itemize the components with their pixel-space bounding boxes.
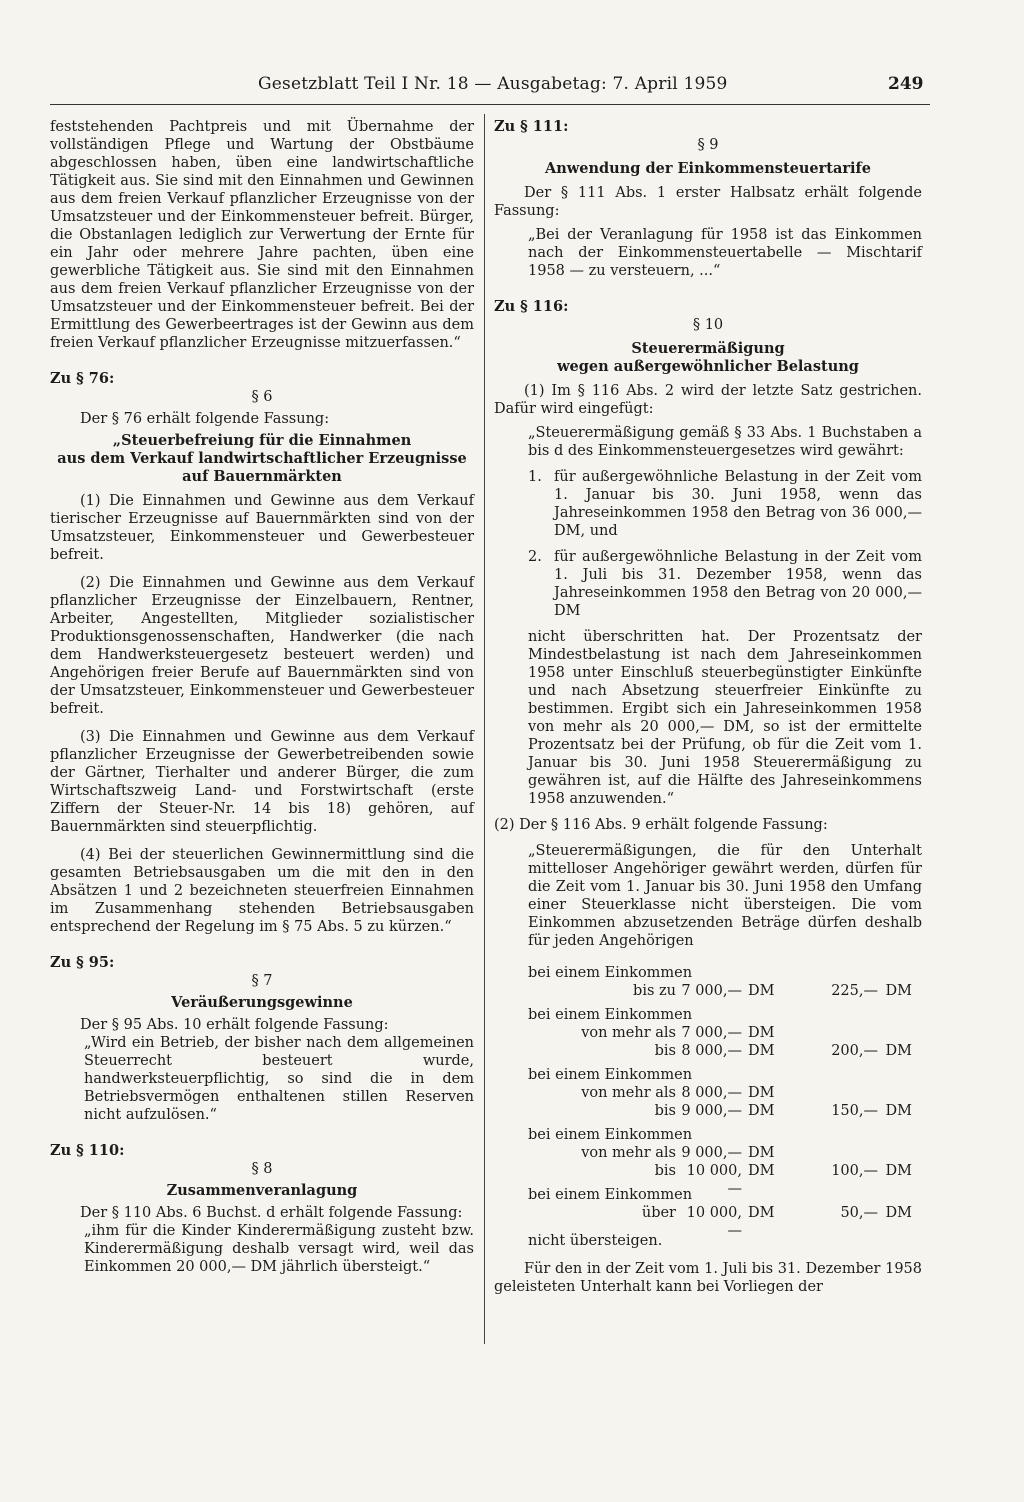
section-8-quote: „ihm für die Kinder Kinderermäßigung zusteht bzw. Kinderermäßigung deshalb versagt wird, weil das Einkommen 20 000,— DM jährlich übersteigt.“ [84,1223,474,1275]
table-row: bis 8 000,— DM 200,— DM [654,1043,912,1059]
section-9-heading: Anwendung der Einkommensteuertarife [545,160,871,177]
section-10-heading-line2: wegen außergewöhnlicher Belastung [557,358,859,375]
section-ref-110: Zu § 110: [50,1142,125,1159]
section-ref-76: Zu § 76: [50,370,115,387]
section-10-number: § 10 [692,317,724,333]
income-table [528,964,922,1239]
right-column [494,118,922,1296]
section-7-number: § 7 [251,973,273,989]
section-6-number: § 6 [251,389,273,405]
section-6-para-3: (3) Die Einnahmen und Gewinne aus dem Verkauf pflanzlicher Erzeugnisse der Gewerbetreibenden sowie der Gärtner, Tierhalter und anderer Bürger, die zum Wirtschaftszweig Land- und Forstwirtschaft (erste Ziffern der Steuer-Nr. 14 bis 18) gehören, auf Bauernmärkten sind steuerpflichtig. [50,729,474,835]
section-6-intro: Der § 76 erhält folgende Fassung: [80,411,330,427]
section-10-last-para: Für den in der Zeit vom 1. Juli bis 31. Dezember 1958 geleisteten Unterhalt kann bei Vorliegen der [494,1261,922,1295]
section-10-para-2: (2) Der § 116 Abs. 9 erhält folgende Fassung: [494,817,828,833]
list-number: 2. [528,549,542,565]
section-8-heading: Zusammenveranlagung [166,1182,358,1199]
section-6-heading-line2: aus dem Verkauf landwirtschaftlicher Erzeugnisse [57,450,467,467]
section-10-heading-line1: Steuerermäßigung [631,340,785,357]
list-text: für außergewöhnliche Belastung in der Zeit vom 1. Januar bis 30. Juni 1958, wenn das Jahreseinkommen 1958 den Betrag von 36 000,— DM, und [554,469,922,539]
section-10-para-1: (1) Im § 116 Abs. 2 wird der letzte Satz gestrichen. Dafür wird eingefügt: [494,383,922,417]
table-row: über 10 000,— DM 50,— DM [641,1205,912,1239]
list-text: für außergewöhnliche Belastung in der Zeit vom 1. Juli bis 31. Dezember 1958, wenn das Jahreseinkommen 1958 den Betrag von 20 000,— DM [554,549,922,619]
table-row: von mehr als 7 000,— DM [581,1025,775,1041]
section-10-table-end: nicht übersteigen. [528,1233,663,1249]
section-6-heading-line3: auf Bauernmärkten [182,468,342,485]
section-10-quote-2: nicht überschritten hat. Der Prozentsatz der Mindestbelastung ist nach dem Jahreseinkommen 1958 unter Einschluß steuerbegünstigter Einkünfte und nach Absetzung steuerfreier Einkünfte zu bestimmen. Ergibt sich ein Jahreseinkommen 1958 von mehr als 20 000,— DM, so ist der ermittelte Prozentsatz bei der Prüfung, ob für die Zeit vom 1. Januar bis 30. Juni 1958 Steuerermäßigung zu gewähren ist, auf die Hälfte des Jahreseinkommens 1958 anzuwenden.“ [528,629,922,807]
section-7-intro: Der § 95 Abs. 10 erhält folgende Fassung: [80,1017,389,1033]
section-6-para-4: (4) Bei der steuerlichen Gewinnermittlung sind die gesamten Betriebsausgaben um die mit den in den Absätzen 1 und 2 bezeichneten steuerfreien Einnahmen im Zusammenhang stehenden Betriebsausgaben entsprechend der Regelung im § 75 Abs. 5 zu kürzen.“ [50,847,474,935]
income-label: bei einem Einkommen [528,1007,693,1023]
income-label: bei einem Einkommen [528,1187,693,1203]
section-7-quote: „Wird ein Betrieb, der bisher nach dem allgemeinen Steuerrecht besteuert wurde, handwerksteuerpflichtig, so sind die in dem Betriebsvermögen enthaltenen stillen Reserven nicht aufzulösen.“ [84,1035,474,1123]
section-9-intro: Der § 111 Abs. 1 erster Halbsatz erhält folgende Fassung: [494,185,922,219]
income-label: bei einem Einkommen [528,1067,693,1083]
table-row: bis zu 7 000,— DM 225,— DM [633,983,912,999]
section-9-number: § 9 [697,137,719,153]
section-6-para-1: (1) Die Einnahmen und Gewinne aus dem Verkauf tierischer Erzeugnisse auf Bauernmärkten sind von der Umsatzsteuer, Einkommensteuer und Gewerbesteuer befreit. [50,493,474,563]
section-ref-111: Zu § 111: [494,118,569,135]
page-header [0,74,1024,104]
income-label: bei einem Einkommen [528,1127,693,1143]
paragraph-continuation: feststehenden Pachtpreis und mit Übernahme der vollständigen Pflege und Wartung der Obstbäume abgeschlossen haben, üben eine landwirtschaftliche Tätigkeit aus. Sie sind mit den Einnahmen und Gewinnen aus dem freien Verkauf pflanzlicher Erzeugnisse von der Umsatzsteuer und der Einkommensteuer befreit. Bürger, die Obstanlagen lediglich zur Verwertung der Ernte für ein Jahr oder mehrere Jahre pachten, üben eine gewerbliche Tätigkeit aus. Sie sind mit den Einnahmen aus dem freien Verkauf pflanzlicher Erzeugnisse von der Umsatzsteuer und der Einkommensteuer befreit. Bei der Ermittlung des Gewerbeertrages ist der Gewinn aus dem freien Verkauf pflanzlicher Erzeugnisse mitzuerfassen.“ [50,119,474,351]
section-8-intro: Der § 110 Abs. 6 Buchst. d erhält folgende Fassung: [80,1205,463,1221]
section-ref-116: Zu § 116: [494,298,569,315]
table-row: bis 10 000,— DM 100,— DM [654,1163,912,1197]
section-6-heading-line1: „Steuerbefreiung für die Einnahmen [112,432,412,449]
section-8-number: § 8 [251,1161,273,1177]
list-item [528,548,922,620]
table-row: bis 9 000,— DM 150,— DM [654,1103,912,1119]
left-column [50,118,474,1276]
header-rule [50,104,930,105]
section-7-heading: Veräußerungsgewinne [171,994,353,1011]
gazette-title: Gesetzblatt Teil I Nr. 18 — Ausgabetag: 7. April 1959 [258,74,728,94]
section-ref-95: Zu § 95: [50,954,115,971]
section-10-quote-1: „Steuerermäßigung gemäß § 33 Abs. 1 Buchstaben a bis d des Einkommensteuergesetzes wird gewährt: [528,425,922,459]
section-10-quote-3: „Steuerermäßigungen, die für den Unterhalt mittelloser Angehöriger gewährt werden, dürfen für die Zeit vom 1. Januar bis 30. Juni 1958 den Umfang einer Steuerklasse nicht übersteigen. Die vom Einkommen abzusetzenden Beträge dürfen deshalb für jeden Angehörigen [528,843,922,949]
income-label: bei einem Einkommen [528,965,693,981]
section-6-para-2: (2) Die Einnahmen und Gewinne aus dem Verkauf pflanzlicher Erzeugnisse der Einzelbauern, Rentner, Arbeiter, Angestellten, Mitglieder sozialistischer Produktionsgenossenschaften, Handwerker (die nach dem Handwerksteuergesetz besteuert werden) und Angehörigen freier Berufe auf Bauernmärkten sind von der Umsatzsteuer, Einkommensteuer und Gewerbesteuer befreit. [50,575,474,717]
section-9-quote: „Bei der Veranlagung für 1958 ist das Einkommen nach der Einkommensteuertabelle — Mischtarif 1958 — zu versteuern, ...“ [528,227,922,279]
table-row: von mehr als 8 000,— DM [581,1085,775,1101]
list-item [528,468,922,540]
table-row: von mehr als 9 000,— DM [581,1145,775,1161]
page-number: 249 [888,74,924,94]
column-divider [484,114,485,1344]
list-number: 1. [528,469,542,485]
